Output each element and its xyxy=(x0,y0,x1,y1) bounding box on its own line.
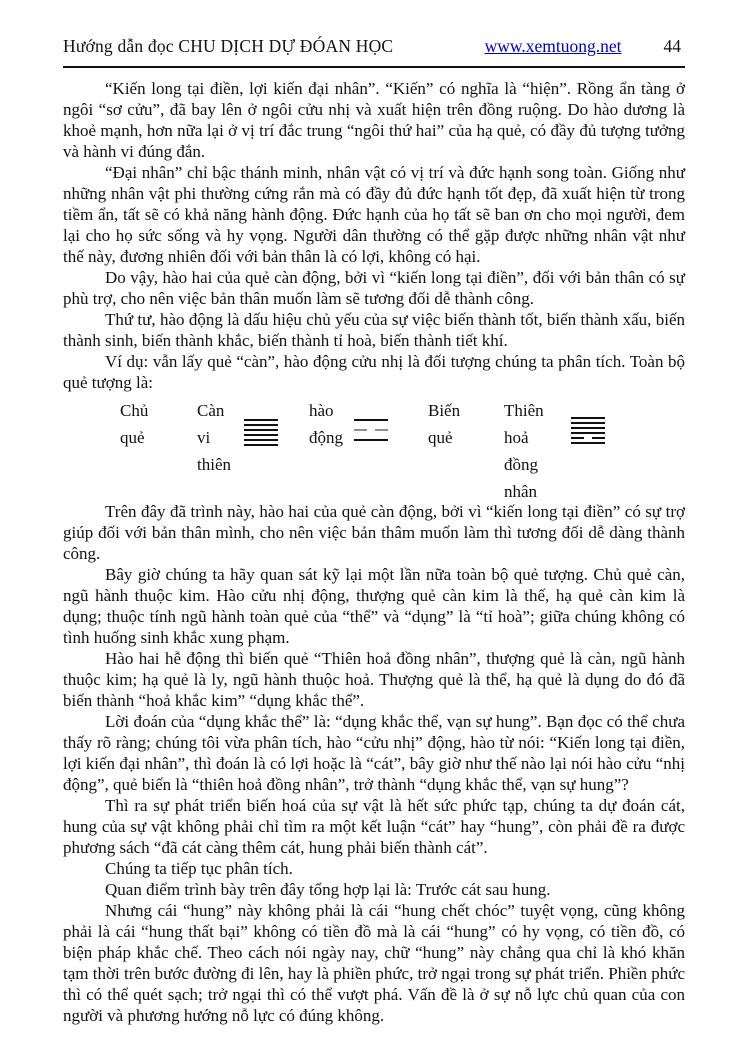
yang-line xyxy=(571,427,605,429)
page-header xyxy=(63,36,685,57)
paragraph: Ví dụ: vẫn lấy quẻ “càn”, hào động cửu nhị là đối tượng chúng ta phân tích. Toàn bộ quẻ tượng là: xyxy=(63,352,685,392)
can-vi-thien-label xyxy=(197,397,231,478)
yang-line xyxy=(244,419,278,421)
paragraph: “Kiến long tại điền, lợi kiến đại nhân”. “Kiến” có nghĩa là “hiện”. Rồng ẩn tàng ở ngôi “sơ cửu”, đã bay lên ở ngôi cửu nhị và xuất hiện trên đồng ruộng. Do hào dương là khoẻ mạnh, hơn nữa lại ở vị trí đắc trung “ngôi thứ hai” của hạ quẻ, có đầy đủ tượng tưởng và hành vi đúng đắn. xyxy=(63,79,685,161)
yang-line xyxy=(571,442,605,444)
thien-hoa-dong-nhan-hexagram xyxy=(571,417,605,447)
paragraph: Do vậy, hào hai của quẻ càn động, bởi vì “kiến long tại điền”, đối với bản thân có sự phù trợ, cho nên việc bản thân muốn làm sẽ tương đối dễ thành công. xyxy=(63,268,685,308)
can-vi-thien-label-line: Càn xyxy=(197,401,225,420)
yang-line xyxy=(244,424,278,426)
chu-que-label-line: quẻ xyxy=(120,428,145,447)
moving-line-symbol xyxy=(354,419,388,449)
bien-que-label-line: Biến xyxy=(428,401,461,420)
yang-line xyxy=(244,444,278,446)
yin-line xyxy=(571,437,605,439)
page-number: 44 xyxy=(663,36,681,56)
paragraph: “Đại nhân” chỉ bậc thánh minh, nhân vật có vị trí và đức hạnh song toàn. Giống như những nhân vật phi thường cứng rắn mà có đầy đủ đức hạnh tốt đẹp, đã xuất hiện từ trong tiềm ẩn, tất sẽ có khả năng hành động. Đức hạnh của họ tất sẽ ban ơn cho mọi người, đem lại cho họ sức sống và hy vọng. Người dân thường có thể gặp được những nhân vật như thế này, đương nhiên đối với bản thân là có lợi, không có hại. xyxy=(63,163,685,266)
hexagram-diagram xyxy=(63,395,685,499)
header-title: Hướng dẫn đọc CHU DỊCH DỰ ĐÓAN HỌC xyxy=(63,36,394,56)
paragraph: Bây giờ chúng ta hãy quan sát kỹ lại một lần nữa toàn bộ quẻ tượng. Chủ quẻ càn, ngũ hành thuộc kim. Hào cửu nhị động, thượng quẻ càn kim là thế, hạ quẻ càn kim là dụng; thuộc tính ngũ hành toàn quẻ của “thể” và “dụng” là “tỉ hoà”; giữa chúng không có tình huống sinh khắc xung phạm. xyxy=(63,565,685,647)
thien-hoa-dong-nhan-label xyxy=(504,397,544,505)
header-rule xyxy=(63,66,685,68)
bien-que-label xyxy=(428,397,460,451)
bien-que-label-line: quẻ xyxy=(428,428,453,447)
yang-line xyxy=(354,419,388,421)
hao-dong-label xyxy=(309,397,343,451)
thien-hoa-dong-nhan-label-line: Thiên xyxy=(504,401,544,420)
paragraph: Chúng ta tiếp tục phân tích. xyxy=(105,859,293,878)
yang-line xyxy=(354,439,388,441)
yang-line xyxy=(571,422,605,424)
paragraph: Trên đây đã trình này, hào hai của quẻ càn động, bởi vì “kiến long tại điền” có sự trợ giúp đối với bản thân mình, cho nên việc bản thâm muốn làm thì tương đối dễ dàng thành công. xyxy=(63,502,685,563)
chu-que-label-line: Chủ xyxy=(120,401,149,420)
hao-dong-label-line: hào xyxy=(309,401,334,420)
paragraphs-top xyxy=(63,78,685,393)
can-vi-thien-label-line: vi xyxy=(197,428,211,447)
thien-hoa-dong-nhan-label-line: nhân xyxy=(504,482,538,501)
header-website-link[interactable]: www.xemtuong.net xyxy=(484,36,622,56)
can-vi-thien-hexagram xyxy=(244,419,278,449)
hao-dong-label-line: động xyxy=(309,428,343,447)
yang-line xyxy=(244,439,278,441)
chu-que-label xyxy=(120,397,148,451)
paragraph: Lời đoán của “dụng khắc thể” là: “dụng khắc thể, vạn sự hung”. Bạn đọc có thể chưa thấy rõ ràng; chúng tôi vừa phân tích, hào “cửu nhị” động, hào từ nói: “Kiến long tại điền, lợi kiến đại nhân”, thì đoán là có lợi hoặc là “cát”, bây giờ như thế nào lại nói hào cửu “nhị động”, quẻ biến là “thiên hoả đồng nhân”, trở thành “dụng khắc thể, vạn sự hung”? xyxy=(63,712,685,794)
yang-line xyxy=(244,434,278,436)
paragraph: Thì ra sự phát triển biến hoá của sự vật là hết sức phức tạp, chúng ta dự đoán cát, hung của sự vật không phải chỉ tìm ra một kết luận “cát” hay “hung”, còn phải đề ra được phương sách “đã cát càng thêm cát, hung phải biến thành cát”. xyxy=(63,796,685,857)
yang-line xyxy=(571,432,605,434)
yang-line xyxy=(571,417,605,419)
body-text xyxy=(63,78,685,1026)
paragraph: Nhưng cái “hung” này không phải là cái “hung chết chóc” tuyệt vọng, cũng không phải là cái “hung thất bại” không có tiền đồ mà là cái “hung” có hy vọng, có tiền đồ, có biện pháp khắc chế. Theo cách nói ngày nay, chữ “hung” này chẳng qua chỉ là khó khăn tạm thời trên bước đường đi lên, hay là phiền phức, trở ngại trong sự phát triển. Phiền phức thì có thể quét sạch; trở ngại thì có thể vượt phá. Vấn đề là ở sự nỗ lực chủ quan của con người và phương hướng nỗ lực có đúng không. xyxy=(63,901,685,1025)
paragraphs-bottom xyxy=(63,501,685,1026)
paragraph: Hào hai hễ động thì biến quẻ “Thiên hoả đồng nhân”, thượng quẻ là càn, ngũ hành thuộc kim; hạ quẻ là ly, ngũ hành thuộc hoả. Thượng quẻ là thể, hạ quẻ là dụng do đó đã biến thành “hoả khắc kim” “dụng khắc thể”. xyxy=(63,649,685,710)
can-vi-thien-label-line: thiên xyxy=(197,455,231,474)
yin-line xyxy=(354,429,388,431)
thien-hoa-dong-nhan-label-line: đồng xyxy=(504,455,538,474)
paragraph: Thứ tư, hào động là dấu hiệu chủ yếu của sự việc biến thành tốt, biến thành xấu, biến thành sinh, biến thành khắc, biến thành tỉ hoà, biến thành tiết khí. xyxy=(63,310,685,350)
yang-line xyxy=(244,429,278,431)
paragraph: Quan điểm trình bày trên đây tổng hợp lại là: Trước cát sau hung. xyxy=(105,880,551,899)
thien-hoa-dong-nhan-label-line: hoả xyxy=(504,428,529,447)
